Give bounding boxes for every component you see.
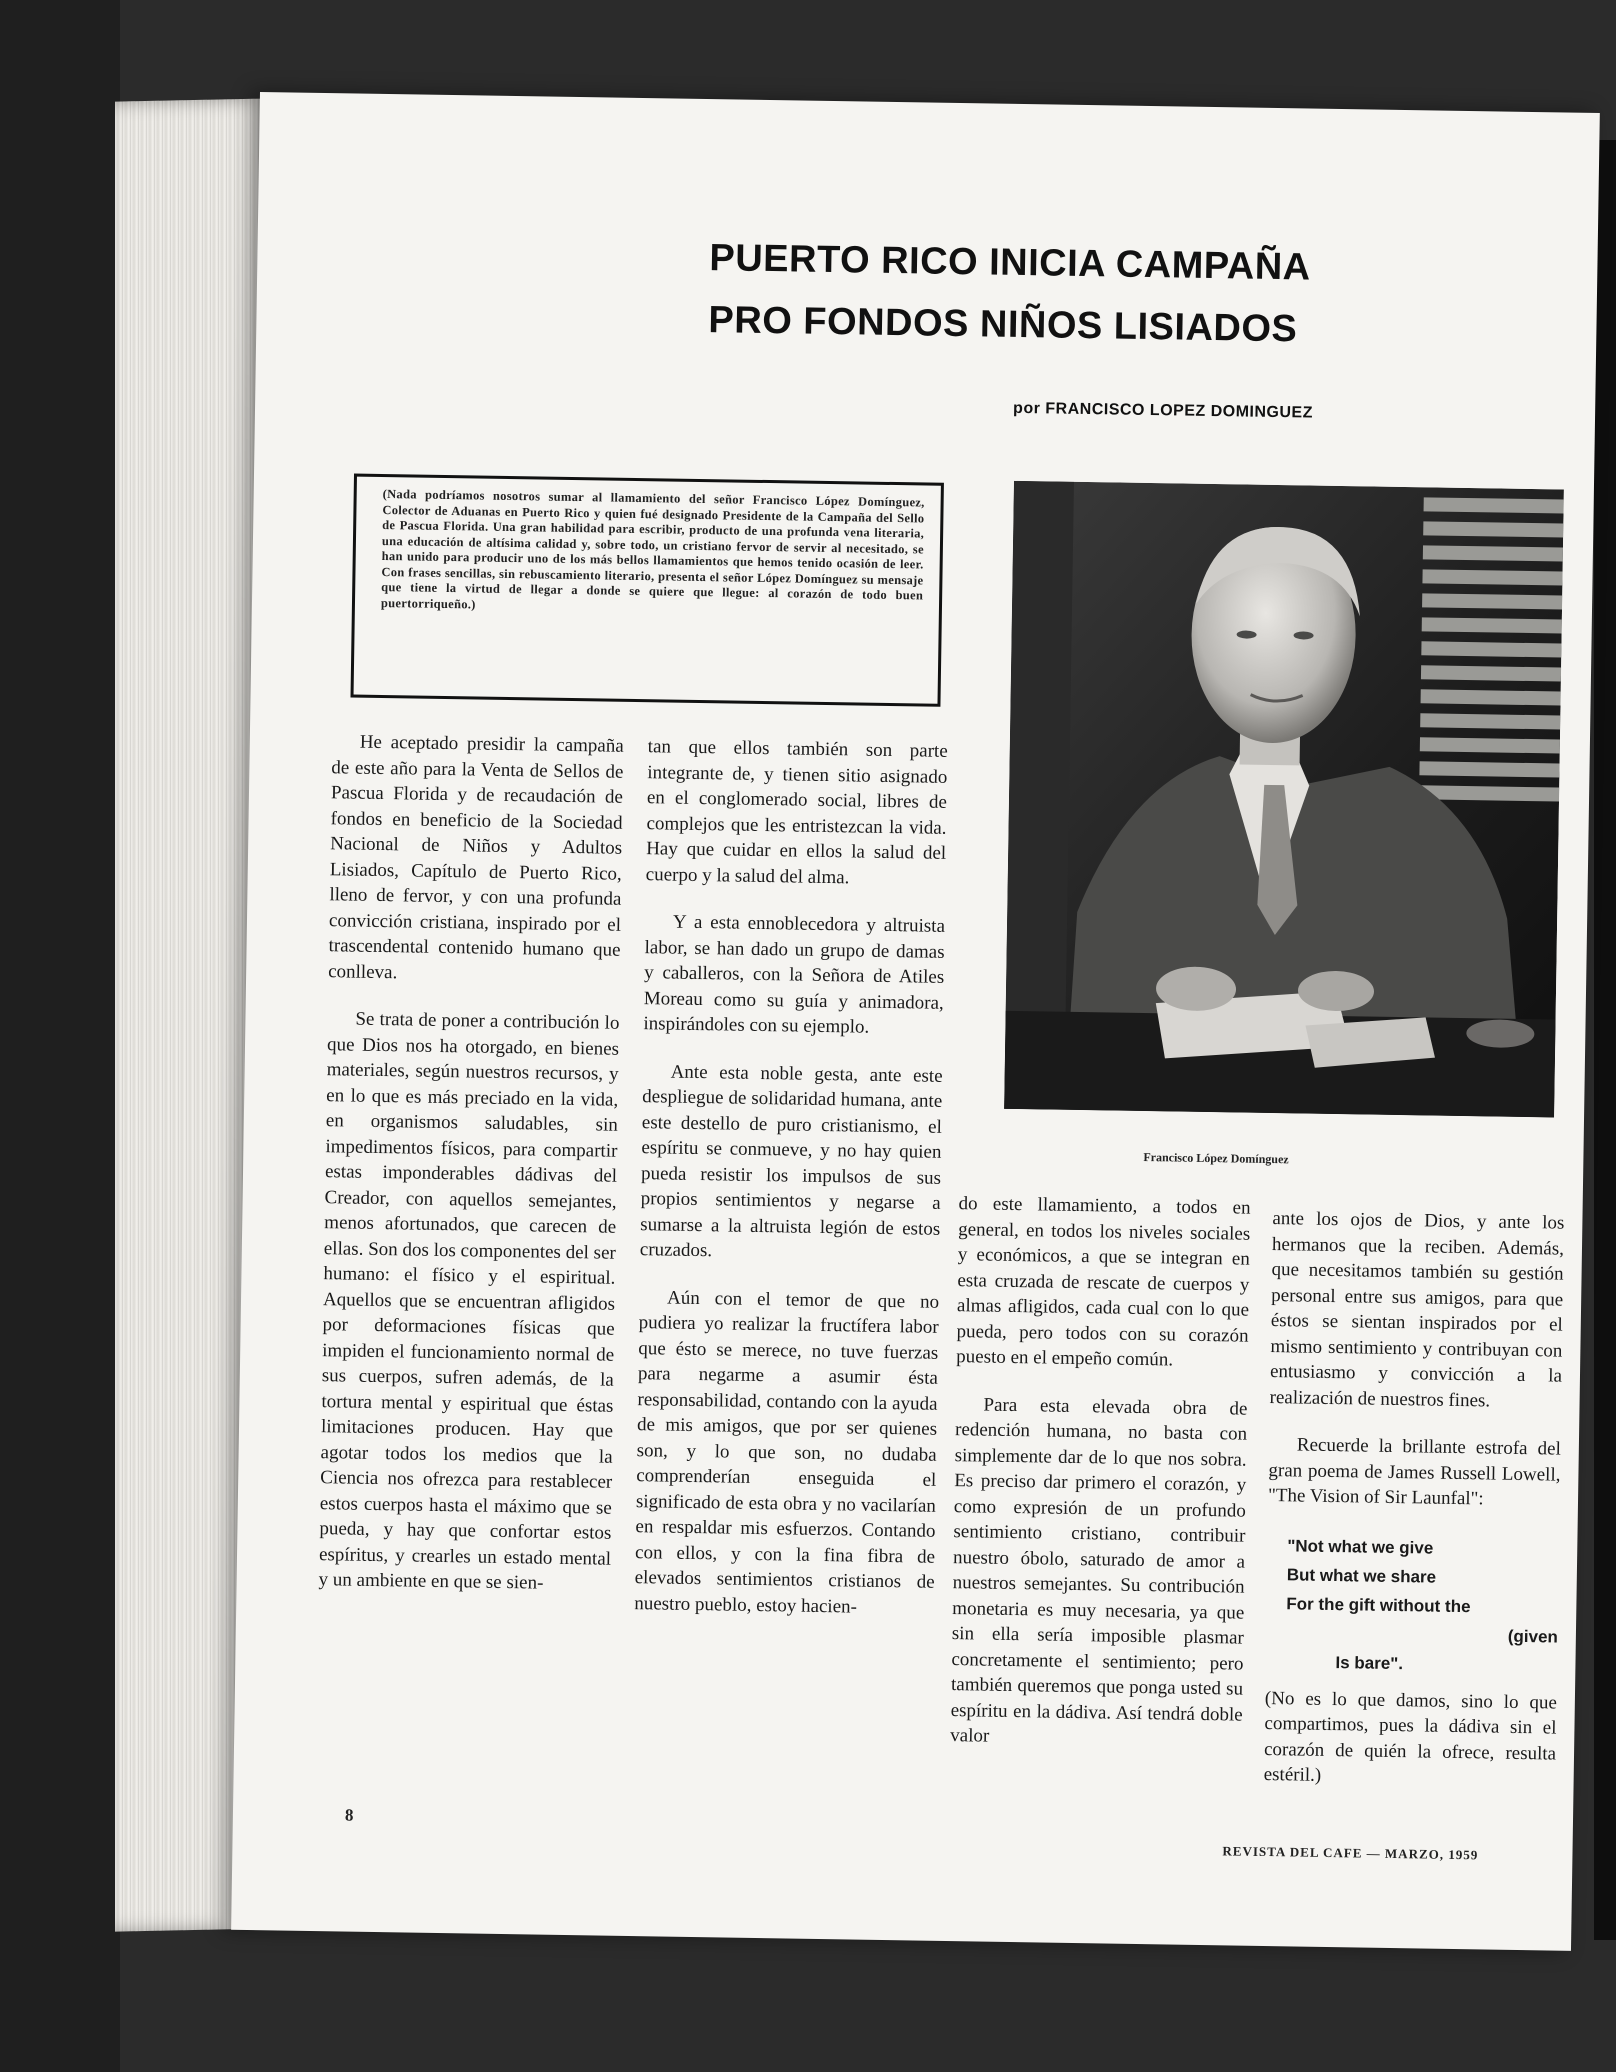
column-4 xyxy=(1263,1206,1564,1814)
column-3 xyxy=(950,1191,1251,1775)
column-2 xyxy=(634,734,948,1643)
poem-line: Is bare". xyxy=(1335,1652,1404,1673)
poem-line: (given xyxy=(1507,1626,1559,1647)
poem-line: For the gift without the xyxy=(1286,1593,1471,1616)
paragraph: Para esta elevada obra de redención humana, no basta con simplemente dar de lo que nos sobra. Es preciso dar primero el corazón, y como expresión de un profundo sentimiento cristiano, contribuir nuestro óbolo, saturado de amor a nuestros semejantes. Su contribución monetaria es muy necesaria, ya que sin ella sería imposible plasmar concretamente el sentimiento; pero también queremos que ponga usted su espíritu en la dádiva. Así tendrá doble valor xyxy=(950,1394,1248,1747)
portrait-photo xyxy=(1004,481,1564,1118)
intro-text: (Nada podríamos nosotros sumar al llamamiento del señor Francisco López Domínguez, Colector de Aduanas en Puerto Rico y quien fué designado Presidente de la Campaña del Sello de Pascua Florida. Una gran habilidad para escribir, producto de una profunda vena literaria, una educación de altísima calidad y, sobre todo, un cristiano fervor de servir al necesitado, se han unido para producir uno de los más bellos llamamientos que hemos tenido ocasión de leer. Con frases sencillas, sin rebuscamiento literario, presenta el señor López Domínguez su mensaje que tiene la virtud de llegar a donde se quiere que llegue: al corazón de todo buen puertorriqueño.) xyxy=(380,486,925,611)
scan-right-edge xyxy=(1594,140,1616,1940)
photo-caption: Francisco López Domínguez xyxy=(1143,1150,1289,1167)
paragraph: ante los ojos de Dios, y ante los hermanos que la reciben. Además, que necesitamos también su gestión personal entre sus amigos, para que éstos se sientan inspirados por el mismo sentimiento y contribuyan con entusiasmo y convicción a la realización de nuestros fines. xyxy=(1269,1208,1565,1411)
paragraph: Ante esta noble gesta, ante este despliegue de solidaridad humana, ante este destello de puro cristianismo, el espíritu se conmueve, y no hay quien pueda resistir los impulsos de sus propios sentimientos y negarse a sumarse a la altruista legión de estos cruzados. xyxy=(639,1061,943,1262)
title-line-2: PRO FONDOS NIÑOS LISIADOS xyxy=(708,299,1298,351)
column-1 xyxy=(318,729,624,1619)
magazine-page xyxy=(231,92,1600,1951)
poem-line: "Not what we give xyxy=(1287,1535,1434,1558)
byline: por FRANCISCO LOPEZ DOMINGUEZ xyxy=(1012,399,1314,422)
paragraph: tan que ellos también son parte integrante de, y tienen sitio asignado en el conglomerado social, libres de complejos que les entristezcan la vida. Hay que cuidar en ellos la salud del cuerpo y la salud del alma. xyxy=(645,736,948,888)
paragraph: Y a esta ennoblecedora y altruista labor, se han dado un grupo de damas y caballeros, con la Señora de Atiles Moreau como su guía y animadora, inspirándoles con su ejemplo. xyxy=(643,911,946,1038)
page-number: 8 xyxy=(344,1805,354,1825)
poem-quote xyxy=(1285,1531,1559,1680)
paragraph: Aún con el temor de que no pudiera yo realizar la fructífera labor que ésto se merece, no tuve fuerzas para negarme a asumir ésta responsabilidad, contando con la ayuda de mis amigos, que por ser quienes son, y lo que son, no dudaba comprenderían enseguida el significado de esta obra y no vacilarían en respaldar mis esfuerzos. Contando con ellos, y con la fina fibra de elevados sentimientos cristianos de nuestro pueblo, estoy hacien- xyxy=(634,1287,940,1618)
paragraph: Se trata de poner a contribución lo que Dios nos ha otorgado, en bienes materiales, según nuestros recursos, y en lo que es más preciado en la vida, en organismos saludables, sin impedimentos físicos, para compartir estas imponderables dádivas del Creador, con aquellos semejantes, menos afortunados, que carecen de ellas. Son dos los componentes del ser humano: el físico y el espiritual. Aquellos que se encuentran afligidos por deformaciones físicas que impiden el funcionamiento normal de sus cuerpos, sufren además, de la tortura mental y espiritual que éstas limitaciones producen. Hay que agotar todos los medios que la Ciencia nos ofrezca para restablecer estos cuerpos hasta el máximo que se pueda, y hay que confortar estos espíritus, y crearles un estado mental y un ambiente en que se sien- xyxy=(318,1008,620,1594)
title-line-1: PUERTO RICO INICIA CAMPAÑA xyxy=(709,237,1312,289)
intro-box xyxy=(351,474,944,707)
scan-background xyxy=(0,0,120,2072)
paragraph: do este llamamiento, a todos en general, en todos los niveles sociales y económicos, a que se integran en esta cruzada de rescate de cuerpos y almas afligidos, cada cual con lo que pueda, pero todos con su corazón puesto en el empeño común. xyxy=(956,1193,1251,1371)
paragraph: He aceptado presidir la campaña de este año para la Venta de Sellos de Pascua Florida y de recaudación de fondos en beneficio de la Sociedad Nacional de Niños y Adultos Lisiados, Capítulo de Puerto Rico, lleno de fervor, y con una profunda convicción cristiana, inspirado por el trascendental contenido humano que conlleva. xyxy=(328,731,624,983)
paragraph: Recuerde la brillante estrofa del gran poema de James Russell Lowell, "The Vision of Sir Launfal": xyxy=(1267,1434,1562,1510)
page-footer: REVISTA DEL CAFE — MARZO, 1959 xyxy=(1222,1843,1479,1863)
article-title xyxy=(708,227,1430,362)
poem-line: But what we share xyxy=(1286,1564,1437,1587)
translation: (No es lo que damos, sino lo que compartimos, pues la dádiva sin el corazón de quién la ofrece, resulta estéril.) xyxy=(1263,1687,1558,1786)
